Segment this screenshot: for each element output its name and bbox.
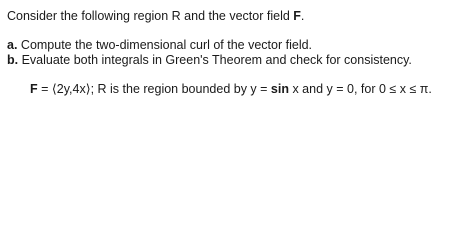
problem-document — [0, 0, 455, 118]
part-b-label: b. — [7, 53, 19, 67]
problem-statement — [30, 82, 432, 97]
problem-field-symbol: F — [30, 82, 38, 96]
part-b-text: Evaluate both integrals in Green's Theorem and check for consistency. — [18, 53, 412, 67]
vector-field-symbol: F — [293, 9, 301, 23]
intro-sentence — [7, 9, 304, 24]
intro-period: . — [300, 9, 305, 23]
part-a — [7, 38, 312, 53]
part-a-label: a. — [7, 38, 18, 52]
problem-rest: x and y = 0, for 0 ≤ x ≤ π. — [288, 82, 432, 96]
problem-definition: = ⟨2y,4x⟩; R is the region bounded by y = — [37, 82, 271, 96]
sin-function: sin — [270, 82, 289, 96]
part-b — [7, 53, 412, 68]
intro-text: Consider the following region R and the vector field — [7, 9, 294, 23]
part-a-text: Compute the two-dimensional curl of the vector field. — [17, 38, 313, 52]
